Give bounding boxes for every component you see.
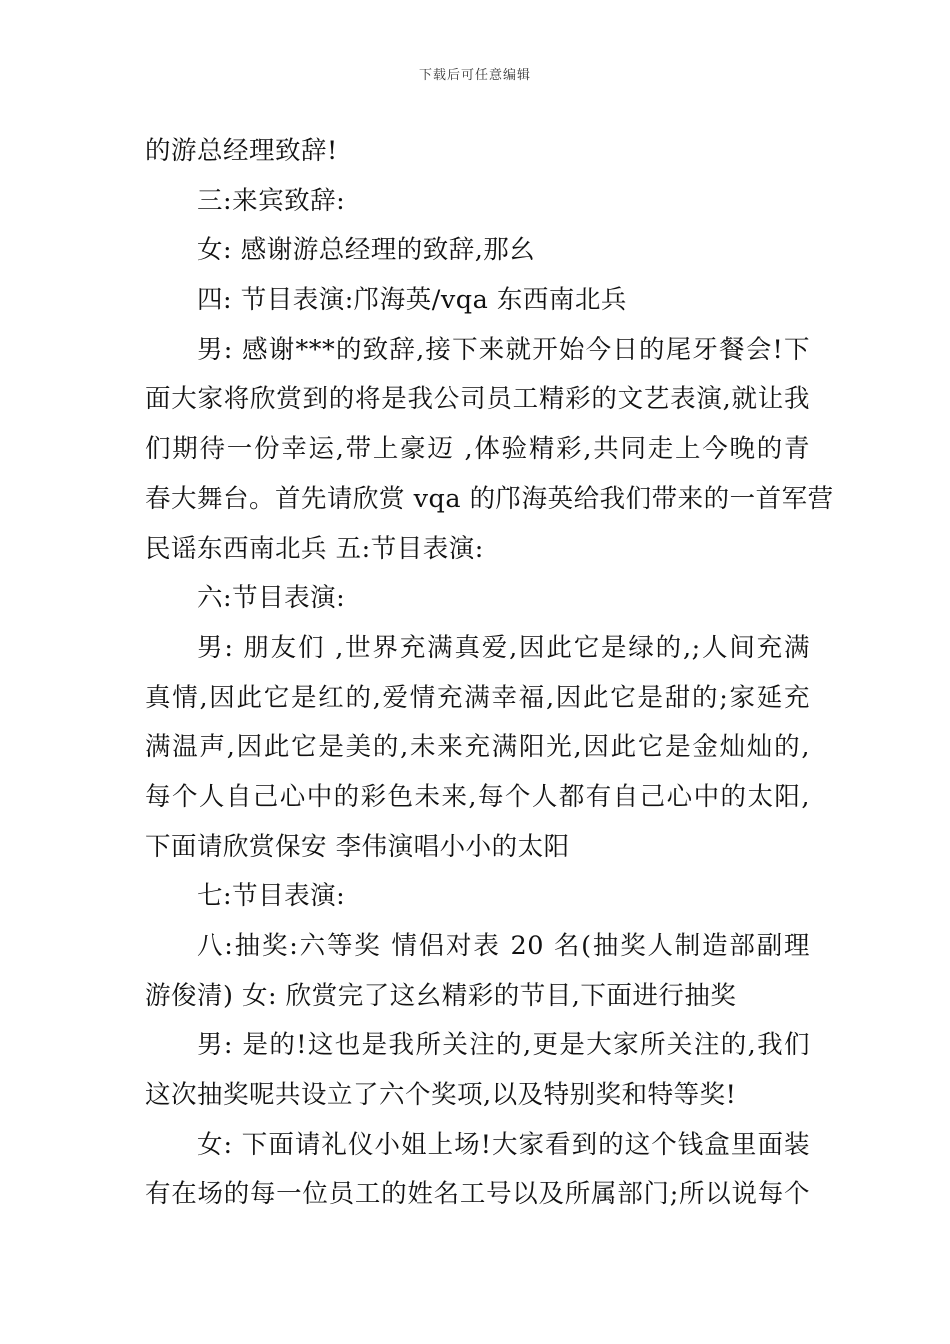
text-line: 这次抽奖呢共设立了六个奖项,以及特别奖和特等奖! <box>145 1080 737 1111</box>
text-line: 七:节目表演: <box>197 881 346 912</box>
text-line: 女: 感谢游总经理的致辞,那幺 <box>197 235 536 266</box>
text-line: 真情,因此它是红的,爱情充满幸福,因此它是甜的;家延充 <box>145 682 810 713</box>
text-line: 四: 节目表演:邝海英/vqa 东西南北兵 <box>197 285 627 316</box>
text-line: 男: 感谢***的致辞,接下来就开始今日的尾牙餐会!下 <box>197 334 810 365</box>
text-line: 八:抽奖:六等奖 情侣对表 20 名(抽奖人制造部副理 <box>197 931 810 961</box>
text-line: 们期待一份幸运,带上豪迈 ,体验精彩,共同走上今晚的青 <box>145 434 810 465</box>
text-line: 的游总经理致辞! <box>145 136 338 166</box>
text-line: 女: 下面请礼仪小姐上场!大家看到的这个钱盒里面装 <box>197 1129 810 1160</box>
text-line: 有在场的每一位员工的姓名工号以及所属部门;所以说每个 <box>145 1179 810 1210</box>
text-line: 满温声,因此它是美的,未来充满阳光,因此它是金灿灿的, <box>145 732 810 763</box>
text-line: 六:节目表演: <box>197 583 346 614</box>
page-header: 下载后可任意编辑 <box>418 68 531 83</box>
text-line: 下面请欣赏保安 李伟演唱小小的太阳 <box>145 831 570 862</box>
text-line: 每个人自己心中的彩色未来,每个人都有自己心中的太阳, <box>145 781 810 812</box>
text-line: 民谣东西南北兵 五:节目表演: <box>145 533 484 564</box>
text-line: 面大家将欣赏到的将是我公司员工精彩的文艺表演,就让我 <box>145 384 810 415</box>
text-line: 男: 是的!这也是我所关注的,更是大家所关注的,我们 <box>197 1030 810 1061</box>
document-body <box>145 127 834 1220</box>
text-line: 男: 朋友们 ,世界充满真爱,因此它是绿的,;人间充满 <box>197 632 810 663</box>
text-line: 三:来宾致辞: <box>197 185 346 216</box>
text-line: 游俊清) 女: 欣赏完了这幺精彩的节目,下面进行抽奖 <box>145 980 737 1011</box>
text-line: 春大舞台。首先请欣赏 vqa 的邝海英给我们带来的一首军营 <box>145 483 834 514</box>
